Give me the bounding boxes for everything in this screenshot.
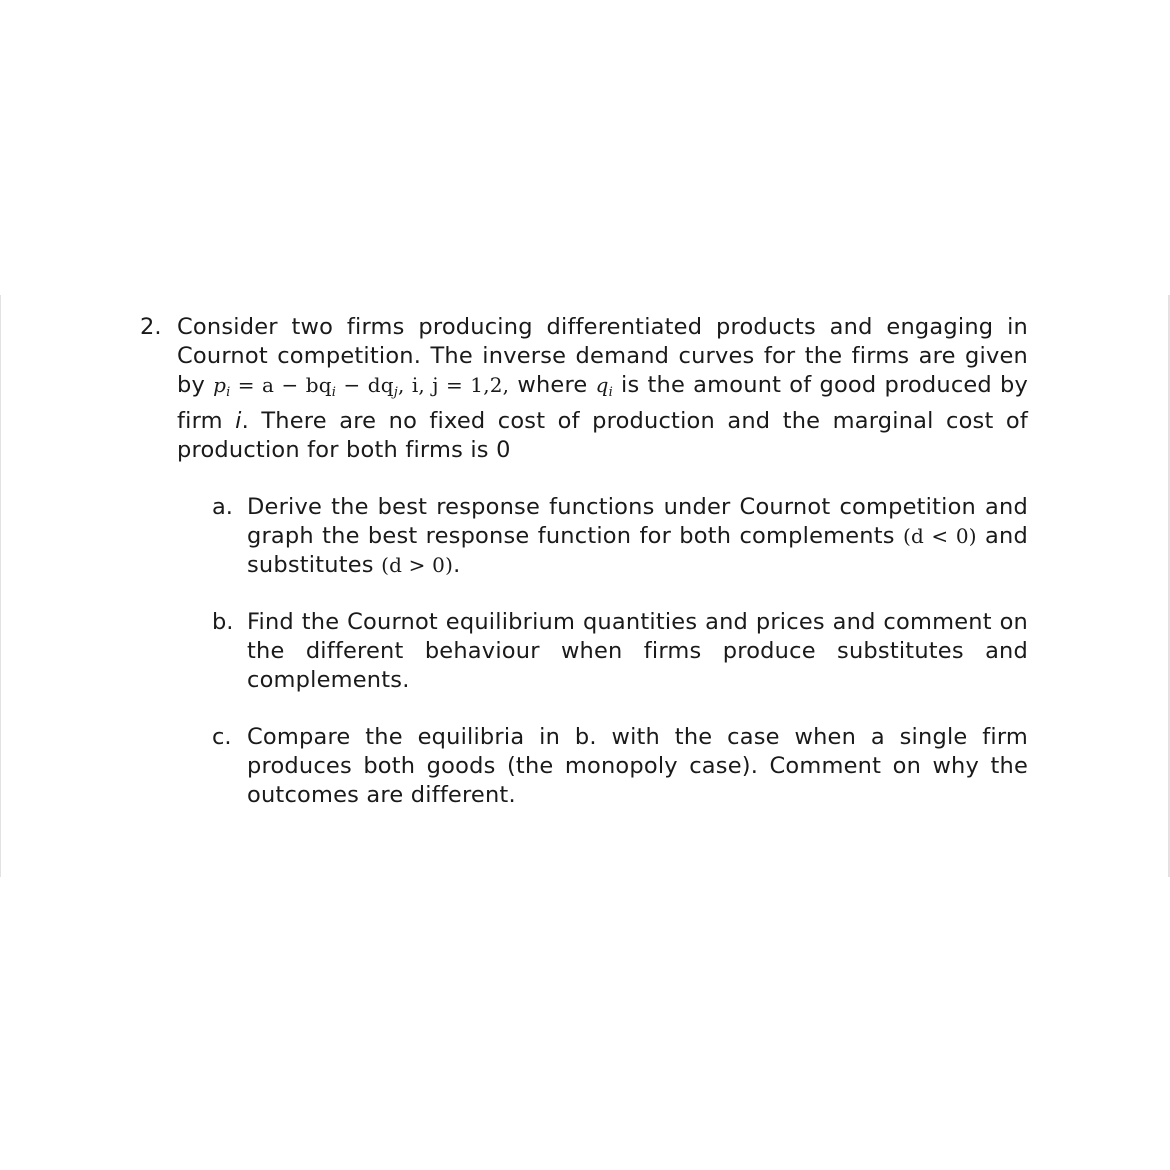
quantity-symbol: $q_i$ bbox=[595, 373, 613, 400]
part-c-letter: c. bbox=[212, 724, 232, 750]
question-number: 2. bbox=[140, 314, 162, 340]
part-b-text: Find the Cournot equilibrium quantities and prices and comment on the different behaviour when firms produce substitutes and complements. bbox=[247, 609, 1028, 693]
question-parts bbox=[212, 493, 1028, 810]
demand-equation: $p_i = a - bq_i - dq_j$, i, j = 1,2, bbox=[213, 373, 510, 400]
question-text bbox=[177, 313, 1028, 465]
question-2 bbox=[140, 313, 1028, 838]
part-b-letter: b. bbox=[212, 609, 234, 635]
question-intro-1: Consider two firms producing differentiated products and engaging in Cournot competition. The inverse demand curves for the firms are given by bbox=[177, 314, 1028, 398]
complements-condition: (d < 0) bbox=[902, 524, 977, 548]
part-b bbox=[212, 608, 1028, 695]
firm-i-symbol: i bbox=[235, 408, 242, 434]
part-a bbox=[212, 493, 1028, 580]
part-a-letter: a. bbox=[212, 494, 233, 520]
question-row bbox=[140, 313, 1028, 465]
part-c bbox=[212, 723, 1028, 810]
question-intro-2: where bbox=[509, 372, 596, 398]
substitutes-condition: (d > 0) bbox=[381, 553, 454, 577]
part-c-text: Compare the equilibria in b. with the case when a single firm produces both goods (the monopoly case). Comment on why the outcomes are different. bbox=[247, 724, 1028, 808]
part-a-text: Derive the best response functions under Cournot competition and graph the best response function for both complements (d < 0) and substitutes (d > 0). bbox=[247, 494, 1028, 578]
question-intro-3: is the amount of good produced by firm bbox=[177, 372, 1029, 434]
question-intro-4: . There are no fixed cost of production and the marginal cost of production for both firms is 0 bbox=[177, 408, 1028, 463]
